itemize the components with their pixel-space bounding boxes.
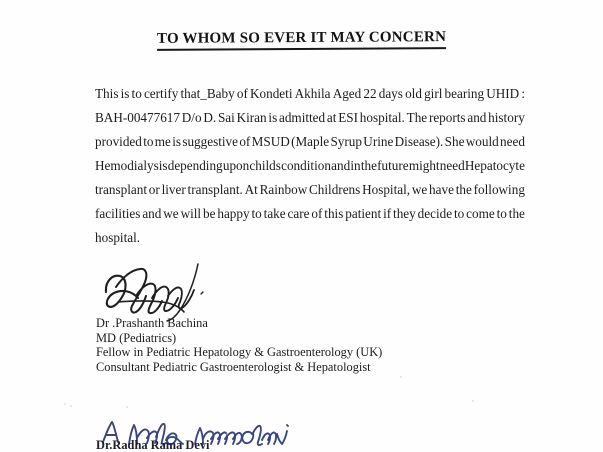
body-word: the	[455, 182, 472, 197]
body-line	[95, 106, 525, 130]
body-word: in	[350, 158, 361, 173]
body-word: and	[142, 206, 162, 221]
body-word: will	[180, 206, 202, 221]
body-word: have	[429, 182, 454, 197]
body-word: Kiran	[236, 110, 267, 125]
body-word: might	[408, 158, 440, 173]
body-word: following	[473, 182, 525, 197]
body-word: of	[239, 134, 251, 149]
certificate-body-paragraph	[95, 82, 525, 250]
body-word: we	[411, 182, 428, 197]
body-word: D.	[203, 110, 217, 125]
body-word: Syrup	[330, 134, 362, 149]
body-word: hospital.	[359, 110, 405, 125]
body-word: Kondeti	[250, 86, 293, 101]
body-line	[95, 202, 525, 226]
signatory-fellowship: Fellow in Pediatric Hepatology & Gastroenterology (UK)	[96, 345, 383, 360]
body-word: Aged	[332, 86, 362, 101]
body-word: Akhila	[294, 86, 331, 101]
body-word: is	[172, 134, 182, 149]
scan-speckle	[226, 433, 228, 435]
signatory-designation: Consultant Pediatric Gastroenterologist & Hepatologist	[96, 359, 371, 374]
body-word: Hospital,	[362, 182, 411, 197]
body-word: reports	[428, 110, 466, 125]
body-line	[95, 130, 525, 154]
body-word: old	[405, 86, 422, 101]
body-word: the	[508, 206, 525, 221]
body-word: Sai	[217, 110, 235, 125]
body-word: admitted	[278, 110, 326, 125]
body-word: if	[383, 206, 392, 221]
body-word: and	[331, 158, 351, 173]
body-word: me	[154, 134, 171, 149]
body-word: or	[148, 182, 160, 197]
body-word: transplant.	[187, 182, 243, 197]
body-word: to	[496, 206, 507, 221]
body-word: and	[467, 110, 487, 125]
signatory-block-radha	[96, 438, 209, 452]
body-word: liver	[161, 182, 186, 197]
body-word: (Maple	[291, 134, 330, 149]
body-word: Hepatocyte	[464, 158, 525, 173]
page-title	[0, 30, 603, 50]
body-word: Hemodialysis	[95, 158, 168, 173]
body-word: we	[163, 206, 179, 221]
body-word: transplant	[95, 182, 148, 197]
body-word: She	[444, 134, 465, 149]
body-word: the	[360, 158, 377, 173]
body-word: need	[439, 158, 465, 173]
body-word: childs	[249, 158, 281, 173]
body-word: girl	[424, 86, 443, 101]
signatory-qualification: MD (Pediatrics)	[96, 330, 177, 345]
body-word: to	[251, 206, 262, 221]
body-word: D/o	[181, 110, 202, 125]
body-word: BAH-00477617	[95, 110, 180, 125]
body-word: come	[466, 206, 495, 221]
body-word: suggestive	[182, 134, 239, 149]
body-word: 22	[363, 86, 377, 101]
scan-speckle	[70, 405, 72, 407]
signatory-name: Dr.Radha Rama Devi	[96, 438, 210, 452]
body-word: of	[311, 206, 323, 221]
body-word: care	[287, 206, 310, 221]
body-word: MSUD	[251, 134, 290, 149]
body-word: facilities	[95, 206, 141, 221]
body-line	[95, 82, 525, 106]
body-word: certify	[143, 86, 179, 101]
page-title-text: TO WHOM SO EVER IT MAY CONCERN	[157, 29, 446, 51]
body-word: at	[326, 110, 337, 125]
body-word: upon	[222, 158, 250, 173]
body-line	[95, 178, 525, 202]
body-word: decide	[417, 206, 453, 221]
scan-speckle	[64, 403, 66, 405]
signatory-block-prashanth	[96, 316, 382, 374]
body-word: is	[268, 110, 278, 125]
body-word: provided	[95, 134, 142, 149]
signatory-name: Dr .Prashanth Bachina	[96, 316, 208, 330]
body-word: need	[500, 134, 525, 149]
body-word: would	[465, 134, 499, 149]
body-line: hospital.	[95, 230, 141, 245]
body-word: to	[453, 206, 465, 221]
scan-speckle	[472, 400, 474, 402]
body-word: depending	[167, 158, 223, 173]
scan-speckle	[126, 406, 128, 408]
body-word: future	[377, 158, 409, 173]
body-word: be	[202, 206, 216, 221]
body-word: At	[244, 182, 258, 197]
body-word: days	[378, 86, 403, 101]
body-word: take	[263, 206, 286, 221]
body-word: ESI	[338, 110, 359, 125]
body-line	[95, 154, 525, 178]
body-word: is	[120, 86, 130, 101]
scan-speckle	[400, 376, 402, 378]
body-word: This	[95, 86, 119, 101]
body-word: Rainbow	[259, 182, 308, 197]
body-word: Disease).	[394, 134, 444, 149]
body-word: patient	[345, 206, 382, 221]
body-word: history	[488, 110, 525, 125]
body-word: happy	[217, 206, 250, 221]
body-word: that_Baby	[180, 86, 235, 101]
body-word: condition	[281, 158, 331, 173]
body-word: :	[521, 86, 525, 101]
body-word: of	[236, 86, 248, 101]
body-word: Urine	[363, 134, 394, 149]
body-word: to	[131, 86, 142, 101]
body-word: to	[143, 134, 154, 149]
body-word: The	[406, 110, 428, 125]
body-word: they	[393, 206, 416, 221]
body-word: Childrens	[309, 182, 361, 197]
body-word: bearing	[444, 86, 485, 101]
body-word: this	[324, 206, 344, 221]
body-word: UHID	[486, 86, 520, 101]
